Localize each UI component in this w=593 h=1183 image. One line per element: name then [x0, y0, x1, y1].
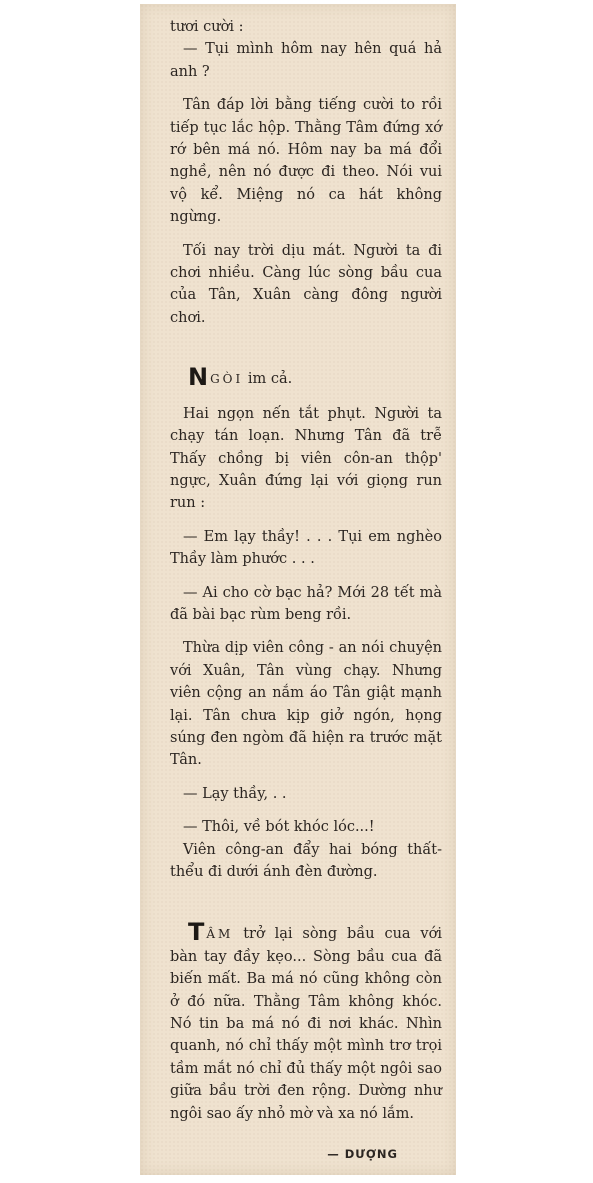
- newspaper-column: [140, 4, 456, 1175]
- paragraph-5: Hai ngọn nến tắt phụt. Người ta chạy tán loạn. Nhưng Tân đã trễ Thấy chồng bị viên côn-an thộp' ngực, Xuân đứng lại với giọng run run :: [170, 405, 442, 512]
- section-3-rest: trở lại sòng bầu cua với bàn tay đầy kẹo... Sòng bầu cua đã biến mất. Ba má nó cũng không còn ở đó nữa. Thằng Tâm không khóc. Nó tin ba má nó đi nơi khác. Nhìn quanh, nó chỉ thấy một mình trơ trọi tầm mắt nó chỉ đủ thấy một ngôi sao giữa bầu trời đen rộng. Dường như ngôi sao ấy nhỏ mờ và xa nó lắm.: [170, 926, 442, 1122]
- paragraph-dialogue-1: — Tụi mình hôm nay hên quá hả anh ?: [170, 41, 442, 80]
- paragraph-6: Thừa dịp viên công - an nói chuyện với Xuân, Tân vùng chạy. Nhưng viên cộng an nắm áo Tân giật mạnh lại. Tân chưa kịp giở ngón, họng súng đen ngòm đã hiện ra trước mặt Tân.: [170, 640, 442, 769]
- paragraph-dialogue-3: — Ai cho cờ bạc hả? Mới 28 tết mà đã bài bạc rùm beng rồi.: [170, 584, 442, 623]
- paragraph-opening: tươi cười :: [170, 19, 244, 35]
- section-2-rest: im cả.: [243, 371, 293, 388]
- paragraph-dialogue-2: — Em lạy thầy! . . . Tụi em nghèo Thầy làm phước . . .: [170, 528, 442, 568]
- paragraph-4: Tối nay trời dịu mát. Người ta đi chơi nhiều. Càng lúc sòng bầu cua của Tân, Xuân càng đông người chơi.: [170, 242, 442, 326]
- paragraph-dialogue-5: — Thôi, về bót khóc lóc...!: [183, 819, 375, 836]
- paragraph-dialogue-4: — Lạy thầy, . .: [183, 785, 287, 802]
- author-signature: — DƯỢNG: [327, 1147, 398, 1161]
- dropcap-t: T: [188, 918, 205, 947]
- section-2-start: [170, 363, 442, 392]
- paragraph-7: Viên công-an đẩy hai bóng thất-thểu đi dưới ánh đèn đường.: [170, 841, 442, 880]
- section-2-lead: GÒI: [210, 372, 244, 387]
- paragraph-3: Tân đáp lời bằng tiếng cười to rồi tiếp tục lắc hộp. Thằng Tâm đứng xớ rớ bên má nó. Hôm nay ba má đổi nghề, nên nó được đi theo. Nói vui vộ kể. Miệng nó ca hát không ngừng.: [170, 97, 442, 226]
- dropcap-n: N: [188, 363, 209, 392]
- story-text: [170, 16, 442, 1136]
- section-3: [170, 918, 442, 1125]
- section-3-lead: ÂM: [206, 927, 234, 942]
